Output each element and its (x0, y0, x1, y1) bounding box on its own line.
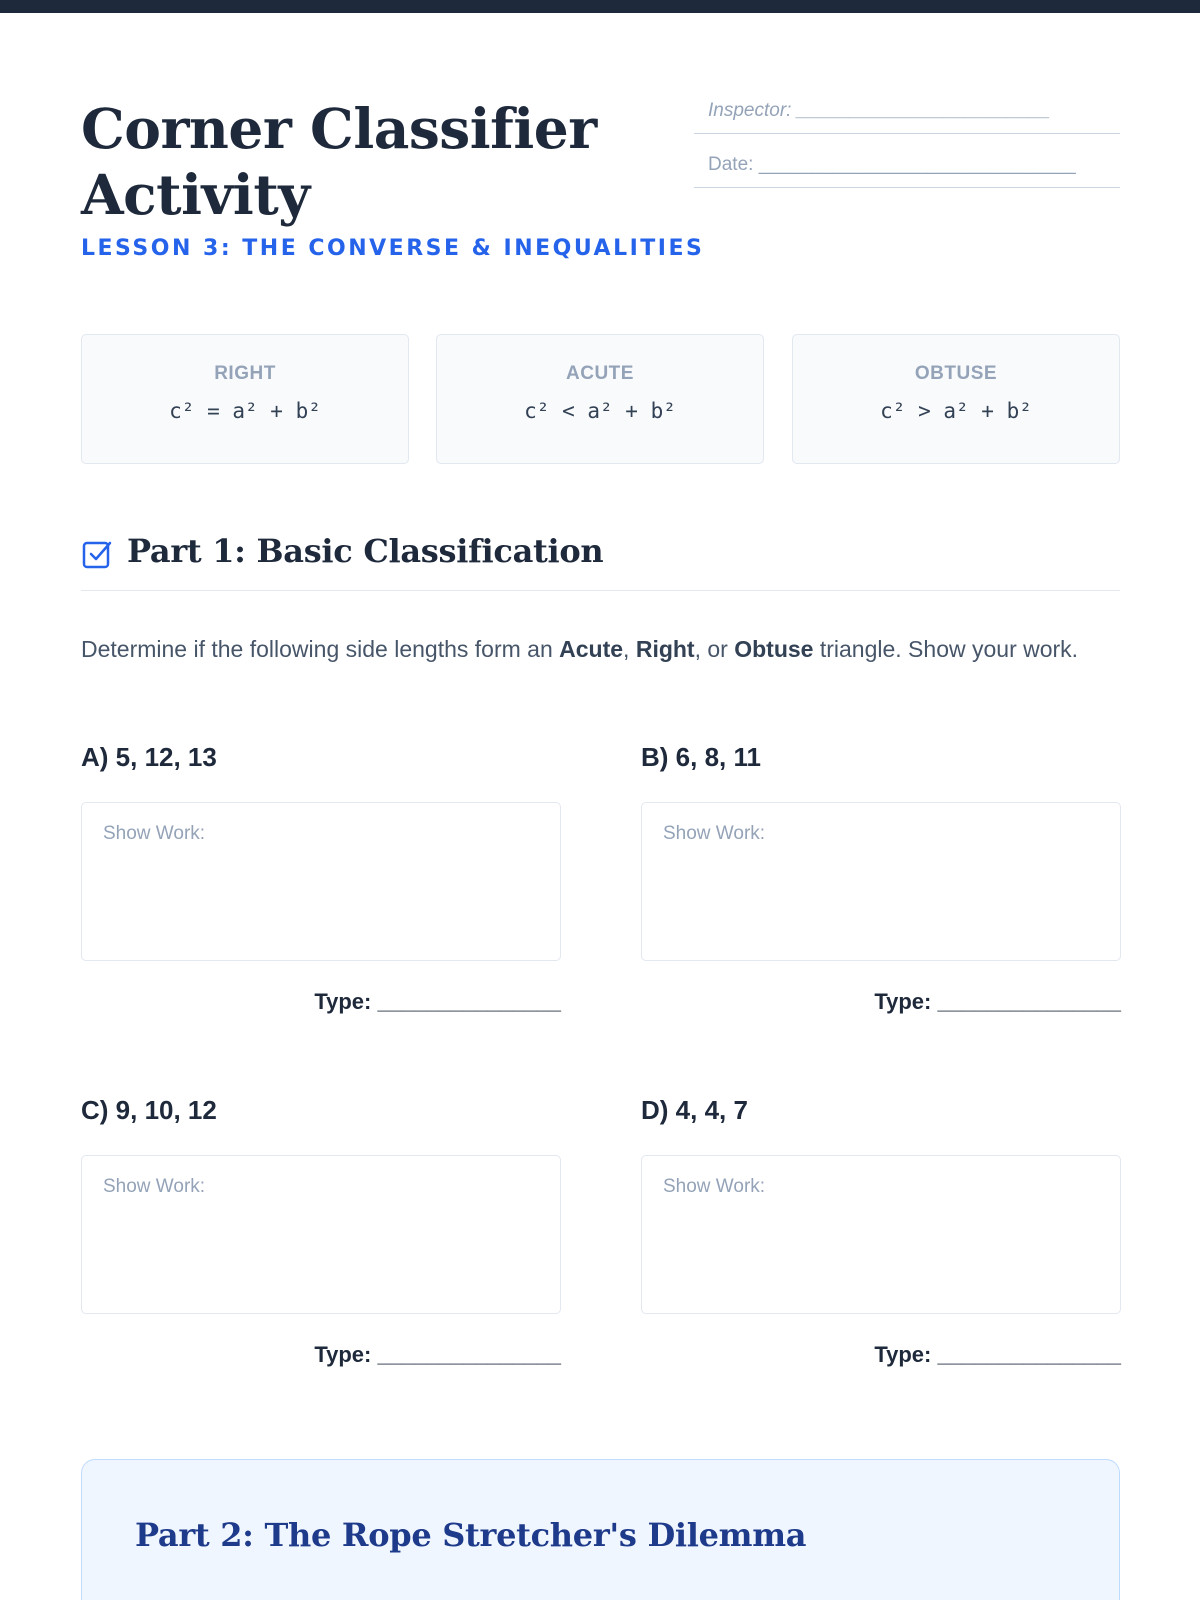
instruction-text: , (623, 636, 636, 662)
problem-label: B) 6, 8, 11 (641, 742, 761, 772)
rule-cards (81, 334, 1120, 464)
part1-header (81, 532, 1120, 591)
work-label: Show Work: (103, 1176, 206, 1197)
problem-d (641, 1095, 1121, 1368)
part1-title: Part 1: Basic Classification (127, 532, 604, 570)
work-label: Show Work: (663, 1176, 766, 1197)
show-work-box[interactable] (641, 802, 1121, 961)
checkbox-icon (81, 538, 113, 570)
rule-card-label: OBTUSE (914, 363, 998, 384)
term-right: Right (635, 636, 695, 662)
worksheet-header (81, 96, 1120, 276)
problem-a (81, 742, 561, 1015)
show-work-box[interactable] (81, 802, 561, 961)
problem-b (641, 742, 1121, 1015)
instruction-text: Determine if the following side lengths form an (81, 636, 560, 662)
rule-card-right (81, 334, 409, 464)
rule-card-acute (436, 334, 764, 464)
type-answer-field[interactable]: Type: _______________ (874, 1342, 1121, 1367)
rule-card-label: ACUTE (566, 363, 634, 384)
rule-card-formula: c² < a² + b² (524, 399, 676, 423)
rule-card-formula: c² = a² + b² (169, 399, 321, 423)
top-bar (0, 0, 1200, 13)
part2-panel (81, 1459, 1120, 1600)
rule-card-formula: c² > a² + b² (880, 399, 1032, 423)
work-label: Show Work: (103, 823, 206, 844)
page-title (81, 96, 681, 228)
type-answer-field[interactable]: Type: _______________ (314, 1342, 561, 1367)
problem-label: C) 9, 10, 12 (81, 1095, 217, 1125)
meta-fields (694, 96, 1120, 204)
title-line-1: Corner Classifier (81, 96, 597, 161)
part1-instructions (81, 632, 1120, 666)
show-work-box[interactable] (81, 1155, 561, 1314)
inspector-field[interactable]: Inspector: ________________________ (694, 96, 1120, 134)
date-field[interactable]: Date: ______________________________ (694, 150, 1120, 188)
instruction-text: , or (694, 636, 735, 662)
work-label: Show Work: (663, 823, 766, 844)
show-work-box[interactable] (641, 1155, 1121, 1314)
term-obtuse: Obtuse (734, 636, 814, 662)
term-acute: Acute (559, 636, 624, 662)
rule-card-label: RIGHT (214, 363, 276, 384)
problem-c (81, 1095, 561, 1368)
instruction-text: triangle. Show your work. (813, 636, 1079, 662)
title-line-2: Activity (81, 162, 310, 227)
type-answer-field[interactable]: Type: _______________ (314, 989, 561, 1014)
lesson-subtitle: LESSON 3: THE CONVERSE & INEQUALITIES (81, 236, 705, 261)
rule-card-obtuse (792, 334, 1120, 464)
problem-label: D) 4, 4, 7 (641, 1095, 748, 1125)
problem-label: A) 5, 12, 13 (81, 742, 217, 772)
part2-title: Part 2: The Rope Stretcher's Dilemma (135, 1516, 807, 1554)
type-answer-field[interactable]: Type: _______________ (874, 989, 1121, 1014)
